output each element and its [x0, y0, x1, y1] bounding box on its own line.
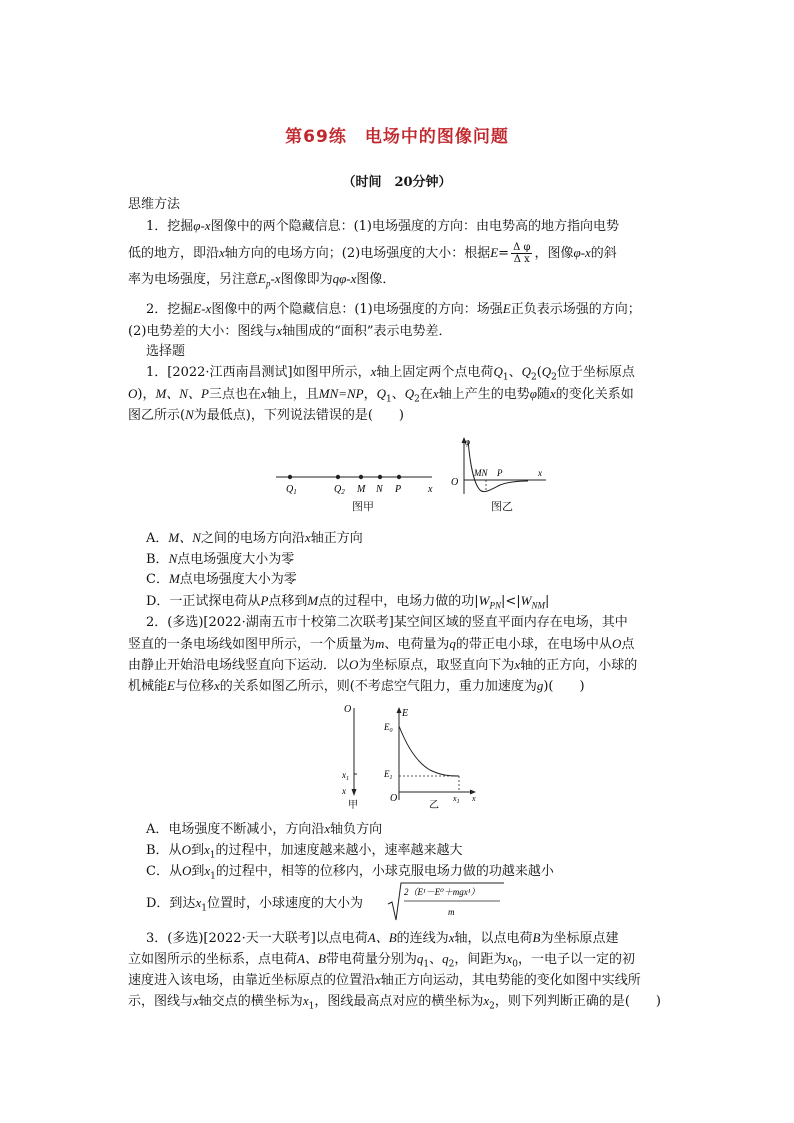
e0-label: $E_0$ [384, 722, 393, 734]
time-limit: （时间 20分钟） [342, 175, 452, 190]
method-heading: 思维方法 [128, 197, 181, 212]
mn-label: MN [474, 468, 488, 478]
section-heading: 选择题 [146, 344, 186, 359]
page-title: 第69练 电场中的图像问题 [285, 127, 509, 147]
potential-curve [468, 440, 528, 492]
q2-figure-jia [336, 700, 376, 812]
q1-line1: 1．[2022·江西南昌测试]如图甲所示，x轴上固定两个点电荷$Q_1$、$Q_2(Q_2$位于坐标原点 [146, 364, 635, 383]
q1-option-a: A．M、N之间的电场方向沿x轴正方向 [146, 530, 363, 546]
point-p-dot [397, 475, 401, 479]
x1-label: $x_1$ [453, 794, 460, 805]
label-p: P [395, 484, 402, 495]
field-line-arrow [352, 789, 357, 796]
q3-line1: 3．(多选)[2022·天一大联考]以点电荷A、B的连线为x轴，以点电荷B为坐标原点建 [146, 930, 619, 946]
formula-denominator: m [448, 907, 455, 917]
q1-line3: 图乙所示(N为最低点)，下列说法错误的是( ) [128, 407, 404, 423]
label-q1: $Q_1$ [286, 484, 297, 496]
q2-option-d: D．到达$x_1$位置时，小球速度的大小为 [146, 895, 363, 914]
x1-label: $x_1$ [342, 770, 349, 782]
x-label: x [342, 786, 346, 796]
x-label: x [472, 794, 476, 803]
q1-figure-yi [448, 434, 548, 496]
label-q2: $Q_2$ [334, 484, 345, 496]
q3-line2: 立如图所示的坐标系，点电荷A、B带电荷量分别为$q_1$、$q_2$，间距为$x_0$，一电子以一定的初 [128, 951, 635, 970]
q3-line3: 速度进入该电场，由靠近坐标原点的位置沿x轴正方向运动，其电势能的变化如图中实线所 [128, 972, 641, 988]
e-axis-arrow [397, 707, 402, 713]
origin-label: O [390, 793, 398, 804]
charge-q1-dot [288, 475, 292, 479]
q2-line1: 2．(多选)[2022·湖南五市十校第二次联考]某空间区域的竖直平面内存在电场，其中 [146, 615, 628, 630]
e1-label: $E_1$ [384, 769, 393, 781]
formula-numerator: 2（E¹－E⁰＋mgx¹） [404, 887, 480, 897]
q2-option-a: A．电场强度不断减小，方向沿x轴负方向 [146, 821, 383, 837]
method-p2-line2: (2)电势差的大小：图线与x轴围成的“面积”表示电势差． [128, 323, 452, 339]
p-label: P [497, 468, 503, 478]
method-p2-line1: 2．挖掘E-x图像中的两个隐藏信息：(1)电场强度的方向：场强E正负表示场强的方向； [146, 301, 641, 317]
label-n: N [376, 484, 383, 495]
point-m-dot [359, 475, 363, 479]
point-n-dot [378, 475, 382, 479]
charge-q2-dot [336, 475, 340, 479]
figure-caption-yi: 乙 [429, 800, 439, 810]
q2-figure-yi [382, 704, 482, 810]
energy-curve [399, 726, 459, 776]
q2-line4: 机械能E与位移x的关系如图乙所示，则(不考虑空气阻力，重力加速度为g)( ) [128, 678, 585, 694]
q2-option-c: C．从O到$x_1$的过程中，相等的位移内，小球克服电场力做的功越来越小 [146, 863, 554, 882]
label-x: x [428, 484, 433, 495]
figure-caption-yi: 图乙 [491, 500, 513, 513]
q2-line2: 竖直的一条电场线如图甲所示，一个质量为m、电荷量为q的带正电小球，在电场中从O点 [128, 636, 635, 652]
label-m: M [357, 484, 366, 495]
e-axis-label: E [402, 708, 409, 719]
origin-label: O [344, 704, 352, 715]
phi-axis-label: φ [465, 437, 470, 447]
q1-option-c: C．M点电场强度大小为零 [146, 571, 297, 587]
q1-option-b: B．N点电场强度大小为零 [146, 551, 295, 567]
figure-caption-jia: 图甲 [352, 500, 374, 513]
q1-option-d: D．一正试探电荷从P点移到M点的过程中，电场力做的功$|W_{PN}|<|W_{NM}|$ [146, 593, 550, 611]
method-p1-line2: 低的地方，即沿x轴方向的电场方向；(2)电场强度的大小：根据E= $\frac{\text{Δ φ}}{\text{Δ x}}$ ，图像φ-x的斜 [128, 242, 617, 265]
speed-formula [386, 880, 506, 924]
q2-option-b: B．从O到$x_1$的过程中，加速度越来越小，速率越来越大 [146, 842, 463, 861]
q1-line2: O)，M、N、P三点也在x轴上，且MN=NP，$Q_1$、$Q_2$在x轴上产生的电势φ随x的变化关系如 [128, 386, 634, 405]
method-p1-line1: 1．挖掘φ-x图像中的两个隐藏信息：(1)电场强度的方向：由电势高的地方指向电势 [146, 218, 619, 234]
q2-line3: 由静止开始沿电场线竖直向下运动．以O为坐标原点，取竖直向下为x轴的正方向，小球的 [128, 657, 638, 673]
q3-line4: 示，图线与x轴交点的横坐标为$x_1$，图线最高点对应的横坐标为$x_2$，则下列判断正确的是( ) [128, 993, 662, 1012]
figure-caption-jia: 甲 [348, 800, 358, 811]
formula-fraction: $\frac{\text{Δ φ}}{\text{Δ x}}$ [513, 242, 531, 265]
method-p1-line3: 率为电场强度，另注意$E_p-x$图像即为qφ-x图像． [128, 271, 396, 289]
x-label: x [538, 468, 542, 478]
origin-label: O [451, 477, 459, 488]
